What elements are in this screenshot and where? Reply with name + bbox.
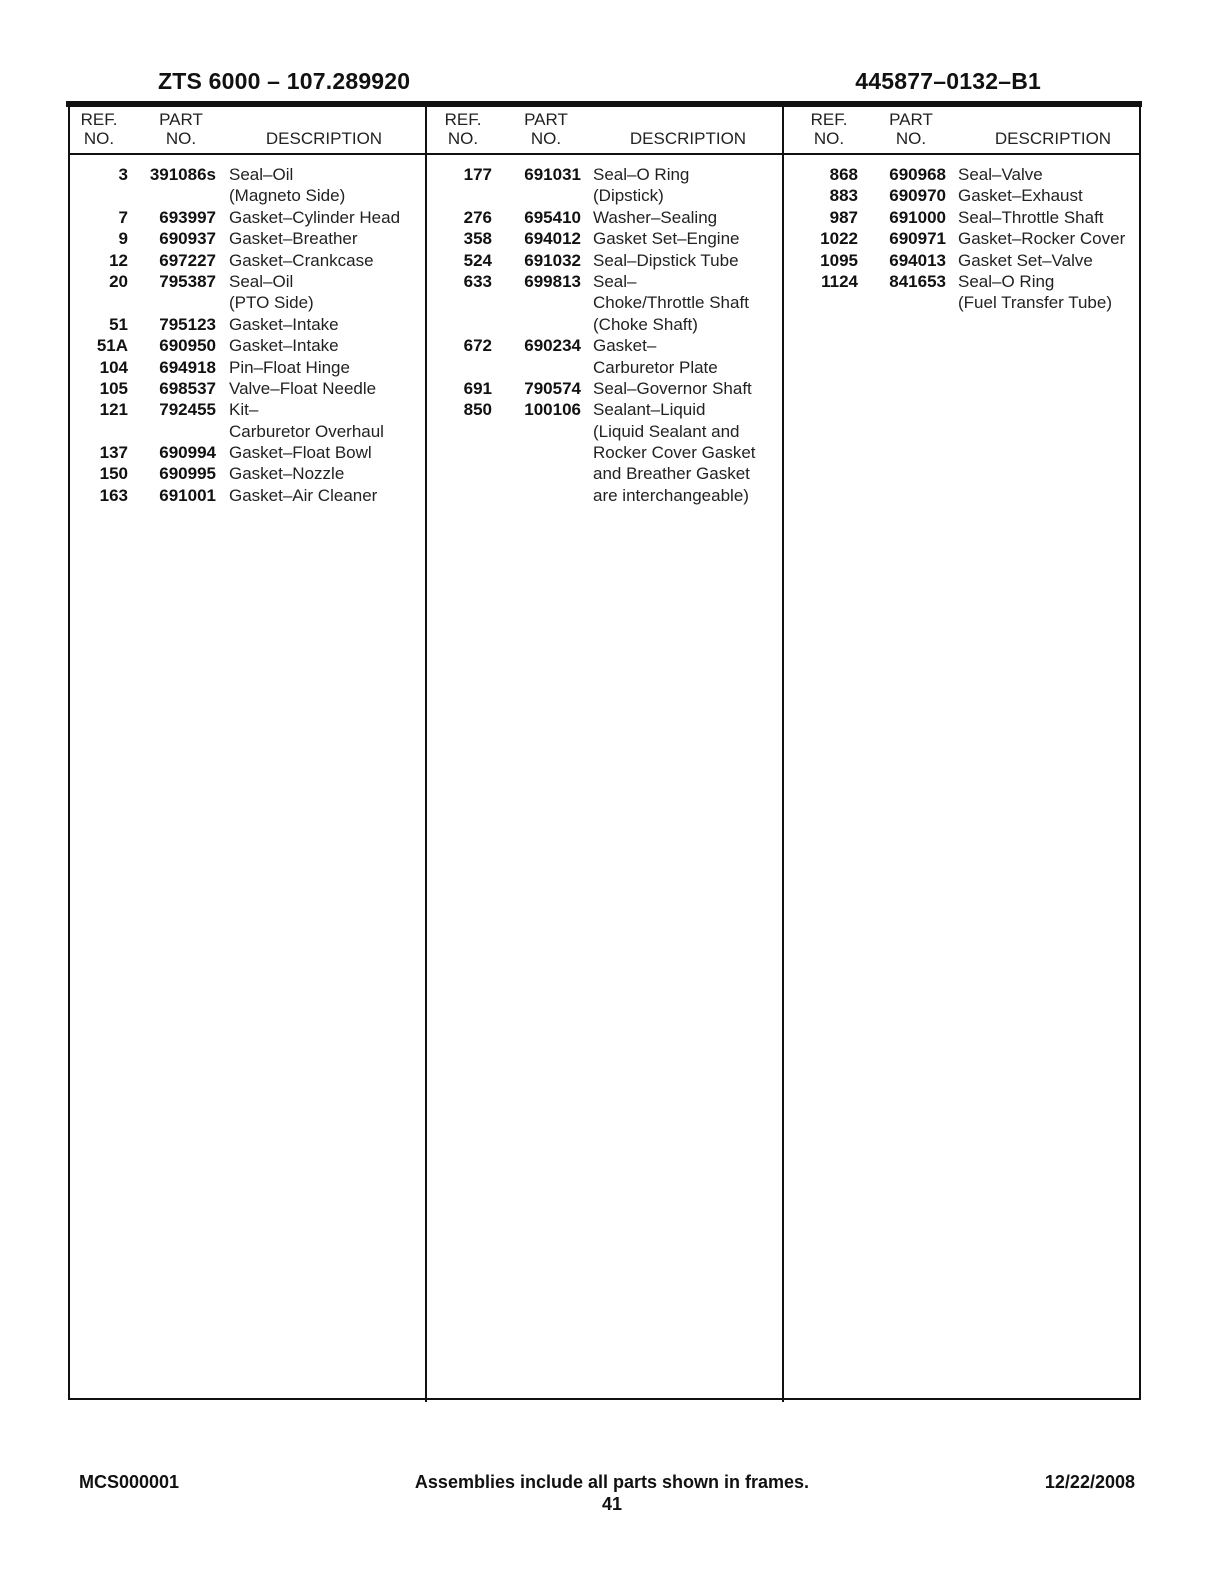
- part-description: Gasket–Intake: [229, 314, 339, 334]
- ref-number: 137: [99, 443, 128, 463]
- part-number: 691000: [889, 207, 946, 227]
- part-description: Sealant–Liquid: [593, 400, 706, 420]
- part-number: 391086s: [149, 165, 216, 184]
- ref-number: 163: [99, 485, 128, 505]
- ref-number: 3: [118, 165, 128, 184]
- part-description: (Fuel Transfer Tube): [958, 293, 1113, 313]
- part-description: Gasket–Exhaust: [958, 186, 1083, 206]
- part-number: 795123: [159, 314, 216, 334]
- part-description: Gasket Set–Engine: [593, 229, 740, 249]
- header-ref-label: REF.: [444, 110, 482, 129]
- part-number: 695410: [524, 207, 581, 227]
- part-description: Gasket–Crankcase: [229, 250, 374, 270]
- column-header: [80, 106, 423, 152]
- part-description: Gasket–Nozzle: [229, 464, 345, 484]
- part-description: (Liquid Sealant and: [593, 421, 740, 441]
- ref-number: 104: [99, 357, 128, 377]
- part-description: and Breather Gasket: [593, 464, 750, 484]
- part-description: Seal–O Ring: [958, 271, 1055, 291]
- column-header-rule: [68, 153, 1141, 155]
- ref-number: 672: [463, 336, 492, 356]
- part-description: Gasket–Air Cleaner: [229, 485, 378, 505]
- part-description: Washer–Sealing: [593, 207, 718, 227]
- parts-column-2: [439, 106, 779, 505]
- part-number: 690937: [159, 229, 216, 249]
- header-ref-label: NO.: [447, 129, 479, 148]
- ref-number: 691: [463, 378, 492, 398]
- header-part-label: PART: [524, 110, 568, 129]
- header-description-label: DESCRIPTION: [994, 129, 1112, 148]
- part-description: Gasket–Cylinder Head: [229, 207, 401, 227]
- part-description: Seal–Throttle Shaft: [958, 207, 1104, 227]
- part-number: 694918: [159, 357, 216, 377]
- part-number: 690970: [889, 186, 946, 206]
- ref-number: 1022: [820, 229, 858, 249]
- ref-number: 633: [463, 271, 492, 291]
- ref-number: 51: [109, 314, 128, 334]
- ref-number: 883: [829, 186, 858, 206]
- page-number: 41: [601, 1494, 623, 1514]
- part-number: 691031: [524, 165, 581, 184]
- part-description: Gasket–: [593, 336, 657, 356]
- part-description: Kit–: [229, 400, 259, 420]
- part-number: 795387: [159, 271, 216, 291]
- part-description: Gasket Set–Valve: [958, 250, 1093, 270]
- part-number: 693997: [159, 207, 216, 227]
- column-header: [796, 106, 1136, 152]
- part-description: Gasket–Rocker Cover: [958, 229, 1126, 249]
- parts-column-1: [80, 106, 423, 505]
- part-description: Seal–Oil: [229, 165, 294, 184]
- ref-number: 51A: [96, 336, 128, 356]
- part-description: (Dipstick): [593, 186, 664, 206]
- part-number: 100106: [524, 400, 581, 420]
- part-description: (Choke Shaft): [593, 314, 698, 334]
- part-description: Seal–Dipstick Tube: [593, 250, 739, 270]
- header-ref-label: NO.: [83, 129, 115, 148]
- part-description: Gasket–Breather: [229, 229, 358, 249]
- part-number: 690968: [889, 165, 946, 184]
- header-part-label: PART: [159, 110, 203, 129]
- part-number: 698537: [159, 378, 216, 398]
- part-description: Carburetor Overhaul: [229, 421, 384, 441]
- header-ref-label: REF.: [810, 110, 848, 129]
- part-description: are interchangeable): [593, 485, 749, 505]
- footer-note: Assemblies include all parts shown in frames.: [414, 1472, 810, 1492]
- header-part-label: NO.: [530, 129, 562, 148]
- document-number: 445877–0132–B1: [855, 68, 1041, 94]
- part-number: 690994: [159, 443, 216, 463]
- header-description-label: DESCRIPTION: [629, 129, 747, 148]
- footer-code: MCS000001: [79, 1472, 180, 1492]
- part-description: Pin–Float Hinge: [229, 357, 350, 377]
- header-part-label: NO.: [165, 129, 197, 148]
- ref-number: 358: [463, 229, 492, 249]
- part-number: 691001: [159, 485, 216, 505]
- header-part-label: NO.: [895, 129, 927, 148]
- ref-number: 987: [829, 207, 858, 227]
- part-number: 694012: [524, 229, 581, 249]
- ref-number: 850: [463, 400, 492, 420]
- column-header: [439, 106, 779, 152]
- header-description-label: DESCRIPTION: [265, 129, 383, 148]
- ref-number: 20: [109, 271, 128, 291]
- ref-number: 9: [118, 229, 128, 249]
- parts-column-3: [796, 106, 1136, 313]
- part-description: Seal–Oil: [229, 271, 294, 291]
- part-number: 691032: [524, 250, 581, 270]
- part-description: Carburetor Plate: [593, 357, 718, 377]
- ref-number: 121: [99, 400, 128, 420]
- part-description: Seal–Governor Shaft: [593, 378, 752, 398]
- part-number: 792455: [159, 400, 216, 420]
- part-number: 694013: [889, 250, 946, 270]
- part-description: Seal–O Ring: [593, 165, 690, 184]
- part-number: 690234: [524, 336, 581, 356]
- part-number: 690971: [889, 229, 946, 249]
- header-part-label: PART: [889, 110, 933, 129]
- ref-number: 1124: [821, 271, 858, 291]
- part-description: Gasket–Intake: [229, 336, 339, 356]
- part-description: (Magneto Side): [229, 186, 346, 206]
- part-number: 841653: [889, 271, 946, 291]
- ref-number: 150: [99, 464, 128, 484]
- header-ref-label: REF.: [80, 110, 118, 129]
- part-description: Seal–Valve: [958, 165, 1043, 184]
- part-number: 690950: [159, 336, 216, 356]
- footer-date: 12/22/2008: [1044, 1472, 1135, 1492]
- part-number: 690995: [159, 464, 216, 484]
- ref-number: 276: [463, 207, 492, 227]
- ref-number: 12: [109, 250, 128, 270]
- part-description: Valve–Float Needle: [229, 378, 377, 398]
- part-description: Seal–: [593, 271, 637, 291]
- ref-number: 7: [118, 207, 128, 227]
- ref-number: 177: [463, 165, 492, 184]
- header-ref-label: NO.: [813, 129, 845, 148]
- model-title: ZTS 6000 – 107.289920: [158, 68, 411, 94]
- part-description: Choke/Throttle Shaft: [593, 293, 749, 313]
- ref-number: 1095: [820, 250, 858, 270]
- part-description: Rocker Cover Gasket: [593, 443, 756, 463]
- part-number: 699813: [524, 271, 581, 291]
- part-description: (PTO Side): [229, 293, 314, 313]
- part-description: Gasket–Float Bowl: [229, 443, 372, 463]
- column-divider: [782, 106, 784, 1402]
- part-number: 790574: [524, 378, 581, 398]
- part-number: 697227: [159, 250, 216, 270]
- ref-number: 868: [829, 165, 858, 184]
- ref-number: 105: [99, 378, 128, 398]
- ref-number: 524: [463, 250, 492, 270]
- column-divider: [425, 106, 427, 1402]
